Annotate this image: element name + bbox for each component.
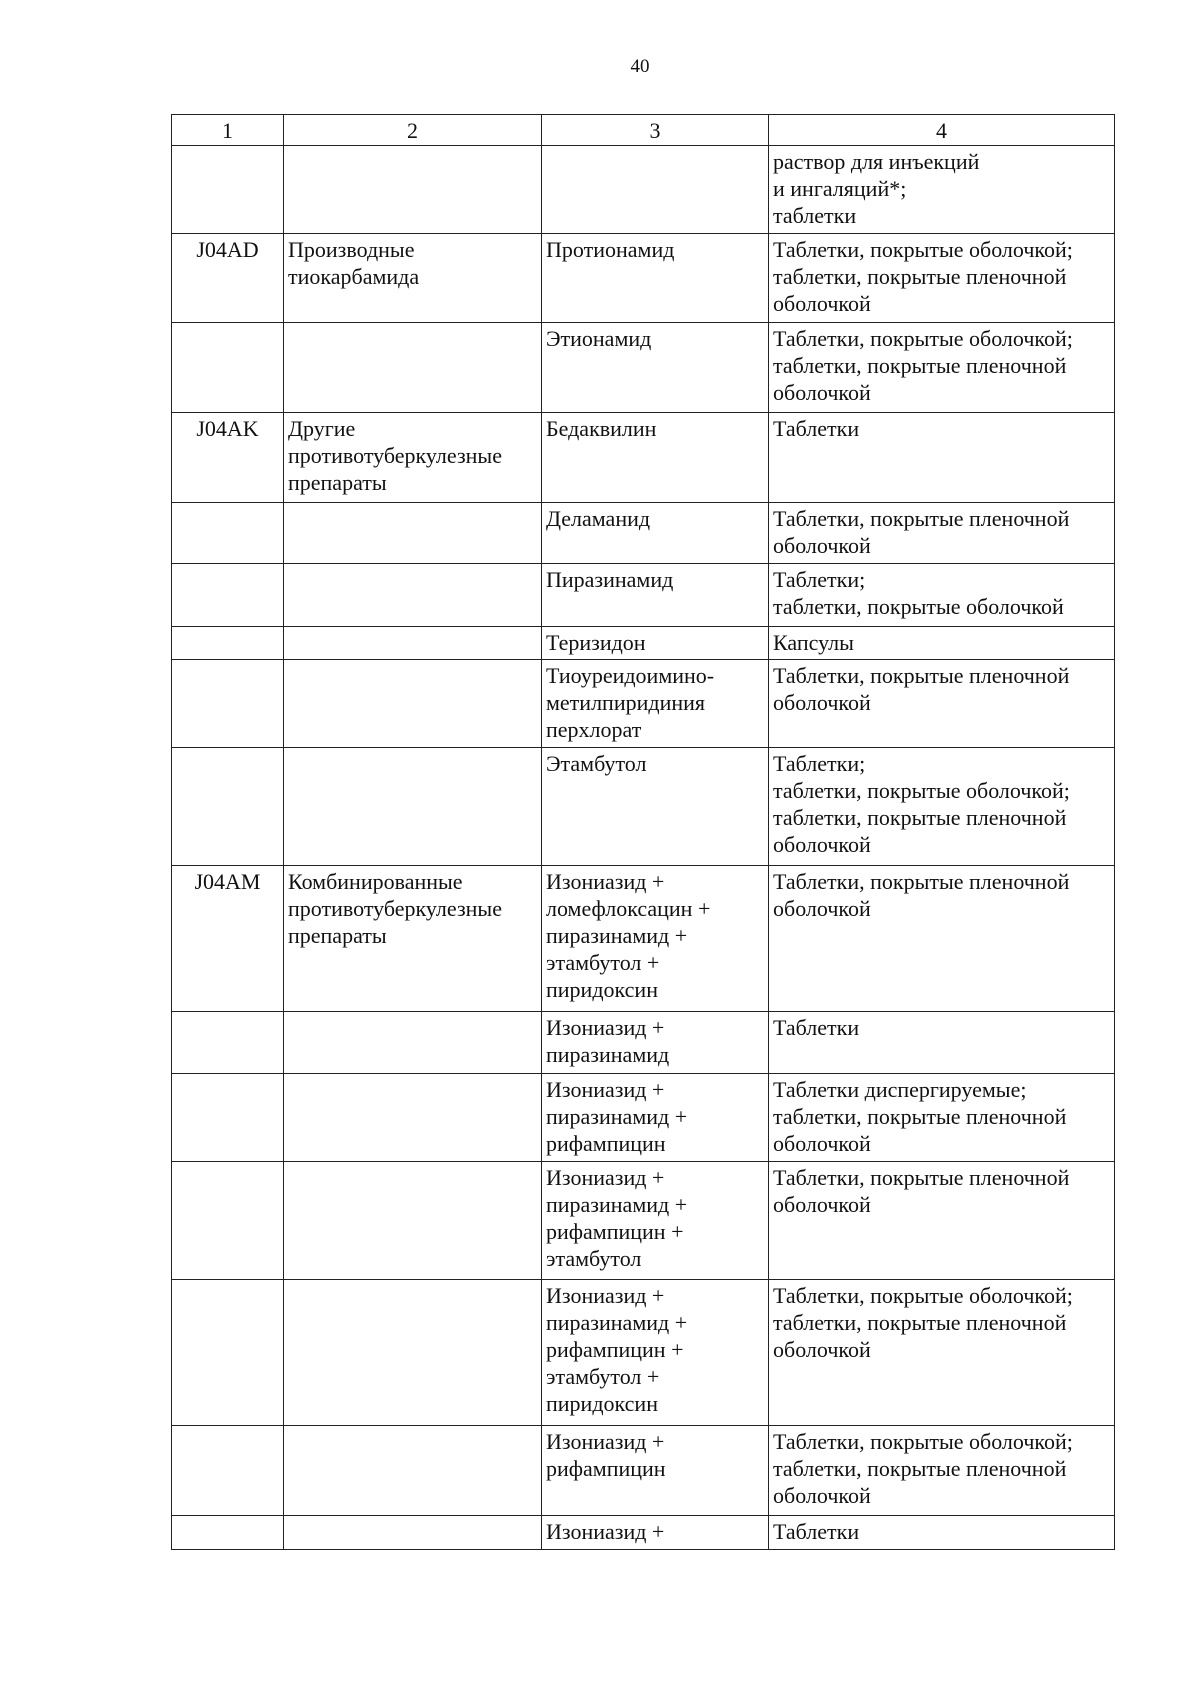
pharmacological-group-cell: [284, 660, 542, 748]
dosage-form-cell: Таблетки, покрытые оболочкой; таблетки, покрытые пленочной оболочкой: [769, 1426, 1115, 1516]
table-row: [172, 234, 1115, 323]
active-substance-cell: Деламанид: [542, 503, 769, 564]
table-row: [172, 323, 1115, 413]
table-row: [172, 627, 1115, 660]
pharmacological-group-cell: [284, 1162, 542, 1280]
active-substance-cell: Теризидон: [542, 627, 769, 660]
active-substance-cell: Изониазид +: [542, 1516, 769, 1550]
pharmacological-group-cell: [284, 503, 542, 564]
atc-code-cell: [172, 627, 284, 660]
atc-code-cell: J04AD: [172, 234, 284, 323]
pharmacological-group-cell: [284, 323, 542, 413]
active-substance-cell: [542, 146, 769, 234]
atc-code-cell: J04AK: [172, 413, 284, 503]
dosage-form-cell: Капсулы: [769, 627, 1115, 660]
active-substance-cell: Бедаквилин: [542, 413, 769, 503]
table-row: [172, 146, 1115, 234]
atc-code-cell: [172, 1280, 284, 1426]
pharmacological-group-cell: [284, 146, 542, 234]
dosage-form-cell: Таблетки, покрытые пленочной оболочкой: [769, 503, 1115, 564]
page-number: 40: [630, 56, 650, 77]
medication-table: [171, 114, 1115, 1550]
active-substance-cell: Изониазид + пиразинамид + рифампицин: [542, 1074, 769, 1162]
table-row: [172, 503, 1115, 564]
pharmacological-group-cell: [284, 1426, 542, 1516]
column-header-4: 4: [769, 115, 1115, 146]
dosage-form-cell: Таблетки, покрытые оболочкой; таблетки, покрытые пленочной оболочкой: [769, 1280, 1115, 1426]
active-substance-cell: Тиоуреидоимино- метилпиридиния перхлорат: [542, 660, 769, 748]
atc-code-cell: [172, 323, 284, 413]
table-row: [172, 1516, 1115, 1550]
table-row: [172, 1074, 1115, 1162]
pharmacological-group-cell: Производные тиокарбамида: [284, 234, 542, 323]
atc-code-cell: [172, 748, 284, 866]
pharmacological-group-cell: [284, 564, 542, 627]
atc-code-cell: J04AM: [172, 866, 284, 1012]
dosage-form-cell: Таблетки, покрытые оболочкой; таблетки, покрытые пленочной оболочкой: [769, 234, 1115, 323]
atc-code-cell: [172, 1516, 284, 1550]
table-row: [172, 1162, 1115, 1280]
dosage-form-cell: Таблетки: [769, 413, 1115, 503]
active-substance-cell: Этамбутол: [542, 748, 769, 866]
table-row: [172, 1280, 1115, 1426]
active-substance-cell: Пиразинамид: [542, 564, 769, 627]
pharmacological-group-cell: [284, 1074, 542, 1162]
atc-code-cell: [172, 503, 284, 564]
atc-code-cell: [172, 1426, 284, 1516]
active-substance-cell: Протионамид: [542, 234, 769, 323]
header-row: [172, 115, 1115, 146]
column-header-3: 3: [542, 115, 769, 146]
table-row: [172, 413, 1115, 503]
active-substance-cell: Этионамид: [542, 323, 769, 413]
pharmacological-group-cell: [284, 1280, 542, 1426]
dosage-form-cell: Таблетки, покрытые пленочной оболочкой: [769, 660, 1115, 748]
table-row: [172, 1426, 1115, 1516]
atc-code-cell: [172, 564, 284, 627]
dosage-form-cell: Таблетки, покрытые пленочной оболочкой: [769, 866, 1115, 1012]
table-header: [172, 115, 1115, 146]
active-substance-cell: Изониазид + пиразинамид + рифампицин + этамбутол: [542, 1162, 769, 1280]
column-header-2: 2: [284, 115, 542, 146]
table-row: [172, 748, 1115, 866]
dosage-form-cell: Таблетки диспергируемые; таблетки, покрытые пленочной оболочкой: [769, 1074, 1115, 1162]
pharmacological-group-cell: [284, 627, 542, 660]
pharmacological-group-cell: Комбинированные противотуберкулезные препараты: [284, 866, 542, 1012]
dosage-form-cell: Таблетки; таблетки, покрытые оболочкой; таблетки, покрытые пленочной оболочкой: [769, 748, 1115, 866]
atc-code-cell: [172, 1012, 284, 1074]
table-body: [172, 146, 1115, 1550]
atc-code-cell: [172, 660, 284, 748]
pharmacological-group-cell: [284, 1012, 542, 1074]
dosage-form-cell: раствор для инъекций и ингаляций*; таблетки: [769, 146, 1115, 234]
dosage-form-cell: Таблетки, покрытые оболочкой; таблетки, покрытые пленочной оболочкой: [769, 323, 1115, 413]
dosage-form-cell: Таблетки: [769, 1012, 1115, 1074]
table-row: [172, 660, 1115, 748]
dosage-form-cell: Таблетки, покрытые пленочной оболочкой: [769, 1162, 1115, 1280]
active-substance-cell: Изониазид + пиразинамид + рифампицин + этамбутол + пиридоксин: [542, 1280, 769, 1426]
atc-code-cell: [172, 146, 284, 234]
atc-code-cell: [172, 1074, 284, 1162]
active-substance-cell: Изониазид + ломефлоксацин + пиразинамид + этамбутол + пиридоксин: [542, 866, 769, 1012]
pharmacological-group-cell: [284, 748, 542, 866]
active-substance-cell: Изониазид + рифампицин: [542, 1426, 769, 1516]
pharmacological-group-cell: Другие противотуберкулезные препараты: [284, 413, 542, 503]
column-header-1: 1: [172, 115, 284, 146]
table-row: [172, 866, 1115, 1012]
table-row: [172, 1012, 1115, 1074]
dosage-form-cell: Таблетки; таблетки, покрытые оболочкой: [769, 564, 1115, 627]
dosage-form-cell: Таблетки: [769, 1516, 1115, 1550]
active-substance-cell: Изониазид + пиразинамид: [542, 1012, 769, 1074]
table-row: [172, 564, 1115, 627]
atc-code-cell: [172, 1162, 284, 1280]
pharmacological-group-cell: [284, 1516, 542, 1550]
